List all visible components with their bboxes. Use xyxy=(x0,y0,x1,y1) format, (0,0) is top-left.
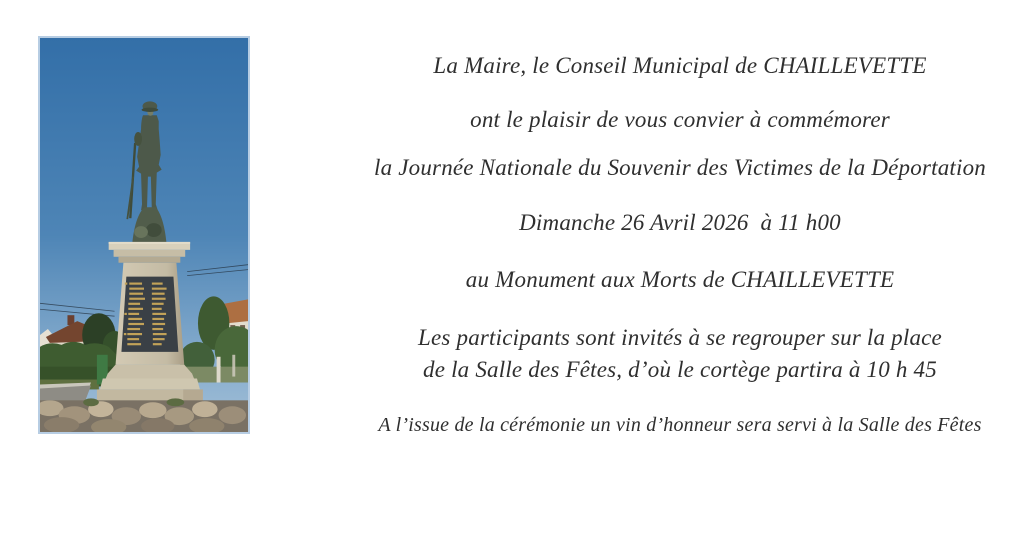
invitation-text-block xyxy=(336,0,1024,535)
rock-base xyxy=(40,398,248,432)
war-memorial-photo xyxy=(38,36,250,434)
invitation-intro-line: ont le plaisir de vous convier à commémorer xyxy=(470,107,890,132)
memorial-plaque xyxy=(121,277,178,352)
invitation-reception-line: A l’issue de la cérémonie un vin d’honneur sera servi à la Salle des Fêtes xyxy=(378,414,982,436)
invitation-date-line: Dimanche 26 Avril 2026 à 11 h00 xyxy=(519,210,841,235)
invitation-gathering-line-1: Les participants sont invités à se regrouper sur la place xyxy=(418,325,942,350)
invitation-gathering-line-2: de la Salle des Fêtes, d’où le cortège partira à 10 h 45 xyxy=(423,357,937,382)
invitation-event-line: la Journée Nationale du Souvenir des Victimes de la Déportation xyxy=(374,155,986,180)
invitation-host-line: La Maire, le Conseil Municipal de CHAILLEVETTE xyxy=(433,53,927,78)
invitation-location-line: au Monument aux Morts de CHAILLEVETTE xyxy=(465,267,895,292)
monument-illustration xyxy=(40,38,248,432)
